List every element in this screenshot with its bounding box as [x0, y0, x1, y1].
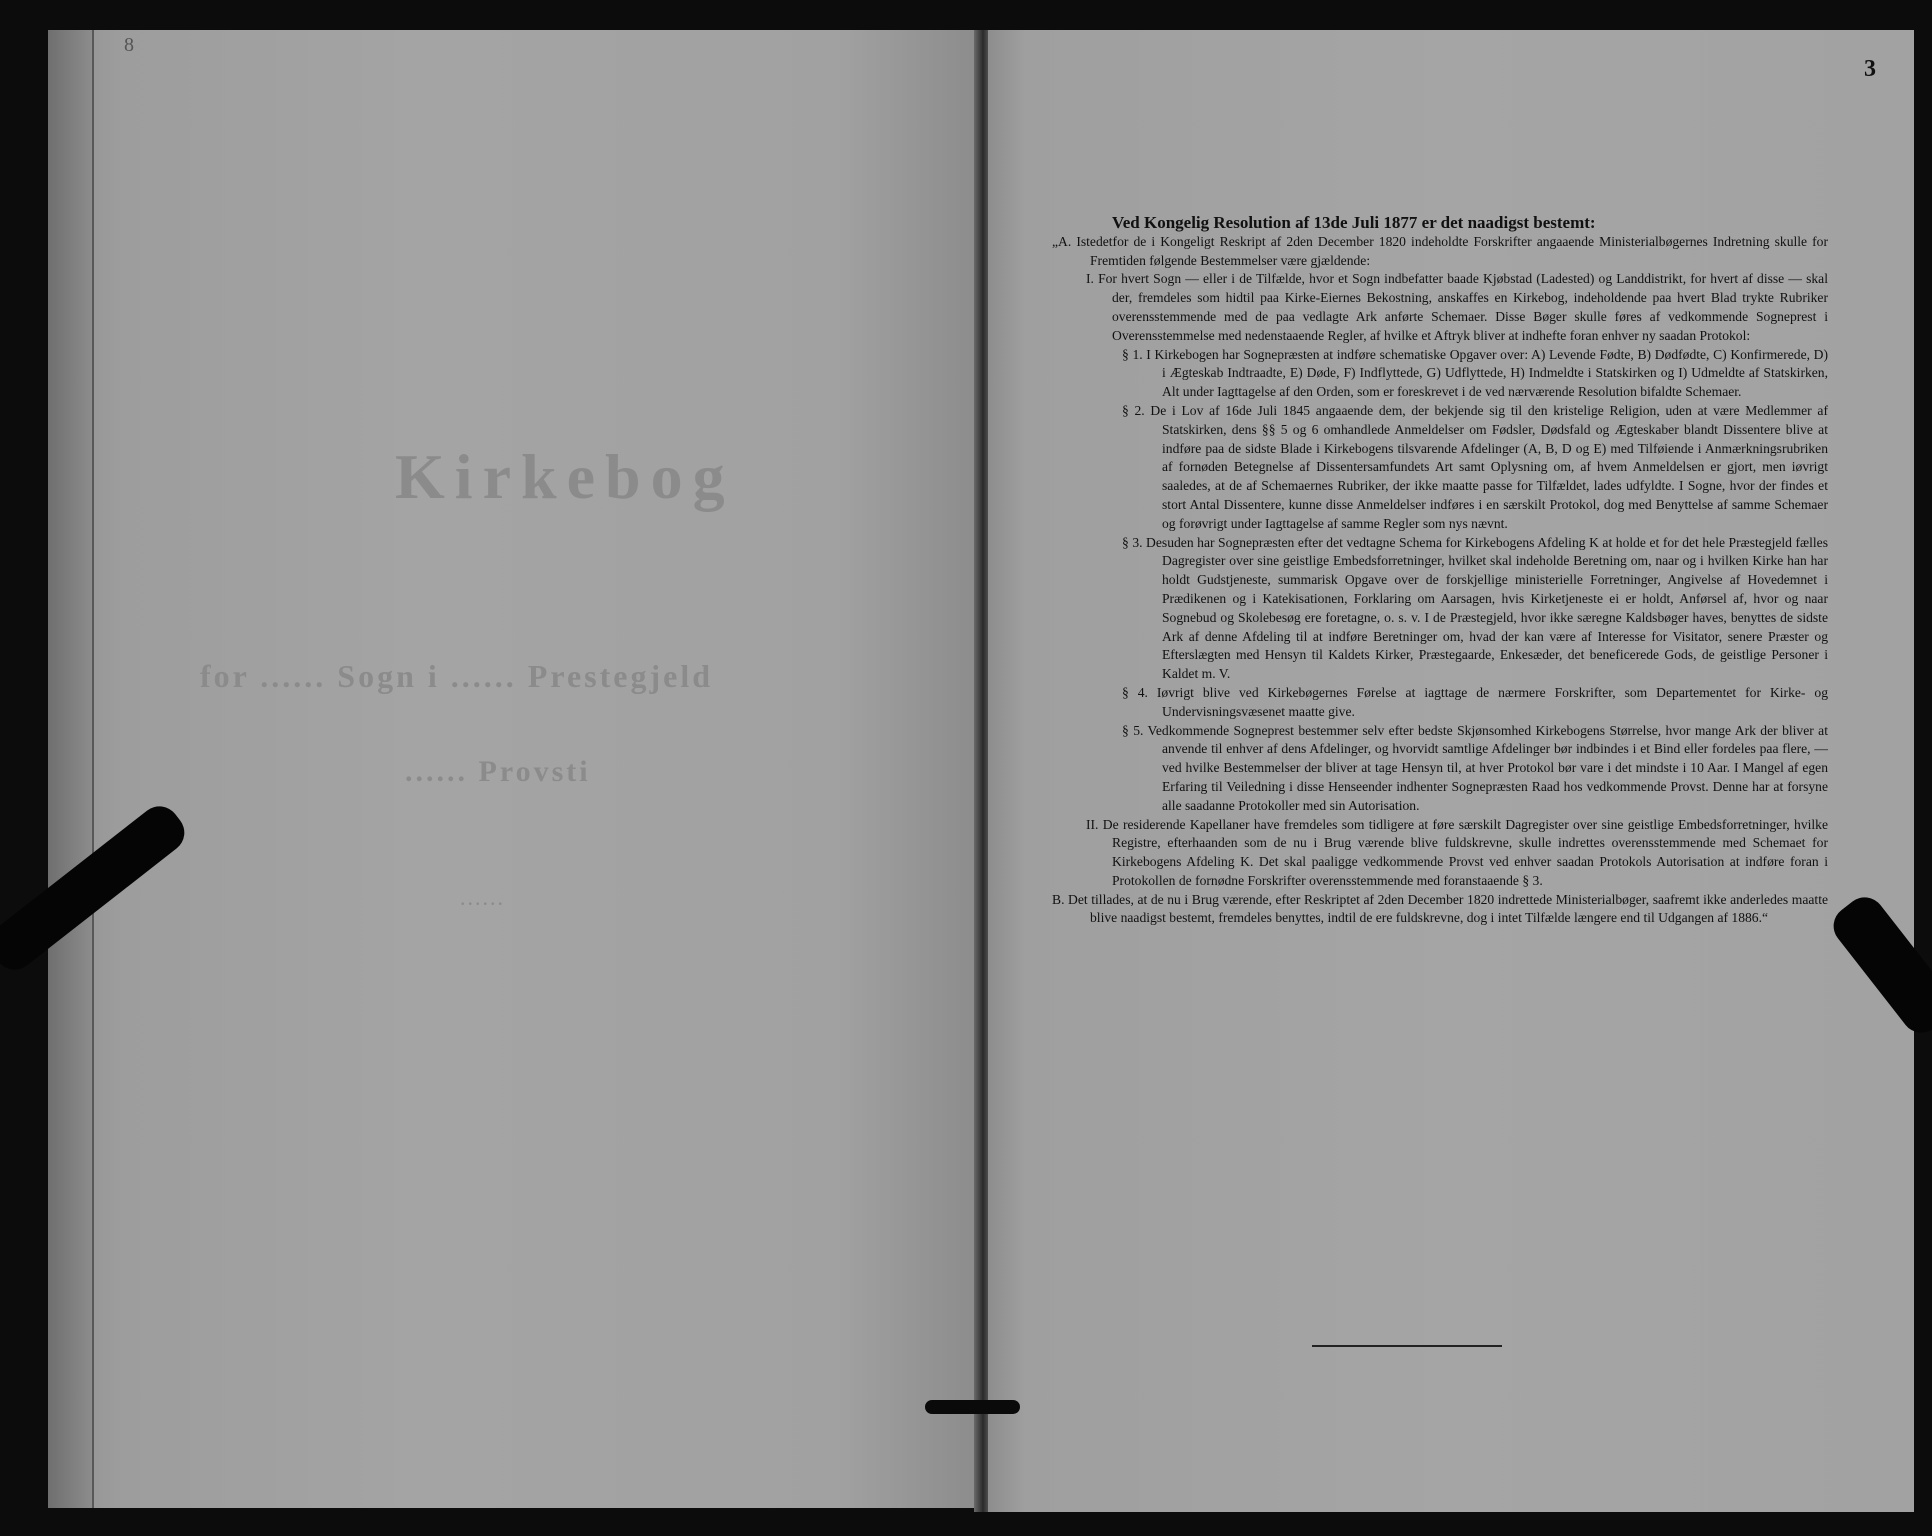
page-edge-stack: [48, 30, 94, 1508]
page-number-right: 3: [1864, 56, 1876, 82]
bleed-through-provsti: ...... Provsti: [405, 755, 591, 788]
section-b: B. Det tillades, at de nu i Brug værende, efter Reskriptet af 2den December 1820 indrettede Ministerialbøger, saafremt ikke anderledes maatte blive naadigst bestemt, fremdeles benyttes, indtil de ere fuldskrevne, dog i intet Tilfælde længere end til Udgangen af 1886.“: [1052, 891, 1828, 926]
resolution-title: Ved Kongelig Resolution af 13de Juli 1877 er det naadigst bestemt:: [1112, 213, 1596, 232]
resolution-text: [1052, 214, 1828, 928]
paragraph-4: § 4. Iøvrigt blive ved Kirkebøgernes Førelse at iagttage de nærmere Forskrifter, som Departementet for Kirke- og Undervisningsvæsenet maatte give.: [1122, 684, 1828, 719]
bleed-through-note: ......: [460, 885, 505, 910]
binding-tie: [925, 1400, 1020, 1414]
bleed-through-prestegjeld: for ...... Sogn i ...... Prestegjeld: [200, 658, 713, 694]
section-ii: II. De residerende Kapellaner have fremdeles som tidligere at føre særskilt Dagregister over sine geistlige Embedsforretninger, hvilke Registre, efterhaanden som de nu i Brug værende blive fuldskrevne, skulle indrettes overensstemmende med Schemaet for Kirkebogens Afdeling K. Det skal paaligge vedkommende Provst ved enhver saadan Protokols Autorisation at indføre foran i Protokollen de fornødne Forskrifter overensstemmende med foranstaaende § 3.: [1086, 816, 1828, 888]
paragraph-1: § 1. I Kirkebogen har Sognepræsten at indføre schematiske Opgaver over: A) Levende Fødte, B) Dødfødte, C) Konfirmerede, D) i Ægteskab Indtraadte, E) Døde, F) Indflyttede, G) Udflyttede, H) Indmeldte i Statskirken og I) Udmeldte af Statskirken, Alt under Iagttagelse af den Orden, som er foreskrevet i de ved nærværende Resolution bifaldte Schemaer.: [1122, 346, 1828, 400]
bleed-through-title: Kirkebog: [395, 441, 735, 512]
page-number-left: 8: [124, 34, 134, 56]
paragraph-2: § 2. De i Lov af 16de Juli 1845 angaaende dem, der bekjende sig til den kristelige Religion, uden at være Medlemmer af Statskirken, dens §§ 5 og 6 omhandlede Anmeldelser om Fødsler, Dødsfald og Ægteskaber blandt Dissentere blive at indføre paa de sidste Blade i Kirkebogens tilsvarende Afdelinger (A, B, D og E) med Tilføiende i Anmærkningsrubriken af fornøden Betegnelse af Dissentersamfundets Art samt Oplysning om, af hvem Anmeldelsen er gjort, men iøvrigt saaledes, at de af Schemaernes Rubriker, der ikke maatte passe for Tilfældet, lades udfyldte. I Sogne, hvor der findes et stort Antal Dissentere, kunne disse Anmeldelser indføres i en særskilt Protokol, dog med Benyttelse af samme Schemaer og forøvrigt under Iagttagelse af samme Regler som nys nævnt.: [1122, 402, 1828, 531]
paragraph-3: § 3. Desuden har Sognepræsten efter det vedtagne Schema for Kirkebogens Afdeling K at holde et for det hele Præstegjeld fælles Dagregister over sine geistlige Embedsforretninger, hvilket skal indeholde Beretning om, naar og i hvilken Kirke han har holdt Gudstjeneste, summarisk Opgave over de forskjellige ministerielle Forretninger, Angivelse af Hovedemnet i Prædikenen og i Katekisationen, Forklaring om Aarsagen, hvis Kirketjeneste ei er holdt, Anførsel af, hvor og naar Sognebud og Skolebesøg ere foretagne, o. s. v. I de Præstegjeld, hvor ikke særegne Kaldsbøger haves, benyttes de sidste Ark af denne Afdeling til at indføre Beretninger om, hvad der kan være af Interesse for Visitator, senere Præster og Efterslægten med Hensyn til Kaldets Kirker, Præstegaarde, Enkesæder, det beneficerede Gods, de geistlige Personer i Kaldet m. V.: [1122, 534, 1828, 682]
section-i: I. For hvert Sogn — eller i de Tilfælde, hvor et Sogn indbefatter baade Kjøbstad (Ladested) og Landdistrikt, for hvert af disse — skal der, fremdeles som hidtil paa Kirke-Eiernes Bekostning, anskaffes en Kirkebog, indeholdende paa hvert Blad trykte Rubriker overensstemmende med de paa vedlagte Ark anførte Schemaer. Disse Bøger skulle føres af vedkommende Sogneprest i Overensstemmelse med nedenstaaende Regler, af hvilke et Aftryk bliver at indhefte foran enhver ny saadan Protokol:: [1086, 271, 1828, 343]
section-a: „A. Istedetfor de i Kongeligt Reskript af 2den December 1820 indeholdte Forskrifter angaaende Ministerialbøgernes Indretning skulle for Fremtiden følgende Bestemmelser være gjældende:: [1052, 233, 1828, 268]
closing-rule: [1312, 1345, 1502, 1347]
paragraph-5: § 5. Vedkommende Sogneprest bestemmer selv efter bedste Skjønsomhed Kirkebogens Størrelse, hvor mange Ark der bliver at anvende til enhver af dens Afdelinger, og hvorvidt samtlige Afdelinger bør indbindes i et Bind eller fordeles paa flere, — ved hvilke Bestemmelser der bliver at tage Hensyn til, at hver Protokol bør vare i det mindste i 10 Aar. I Mangel af egen Erfaring til Veiledning i disse Henseender indhenter Sognepræsten Raad hos vedkommende Provst. Denne har at forsyne alle saadanne Protokoller med sin Autorisation.: [1122, 722, 1828, 813]
